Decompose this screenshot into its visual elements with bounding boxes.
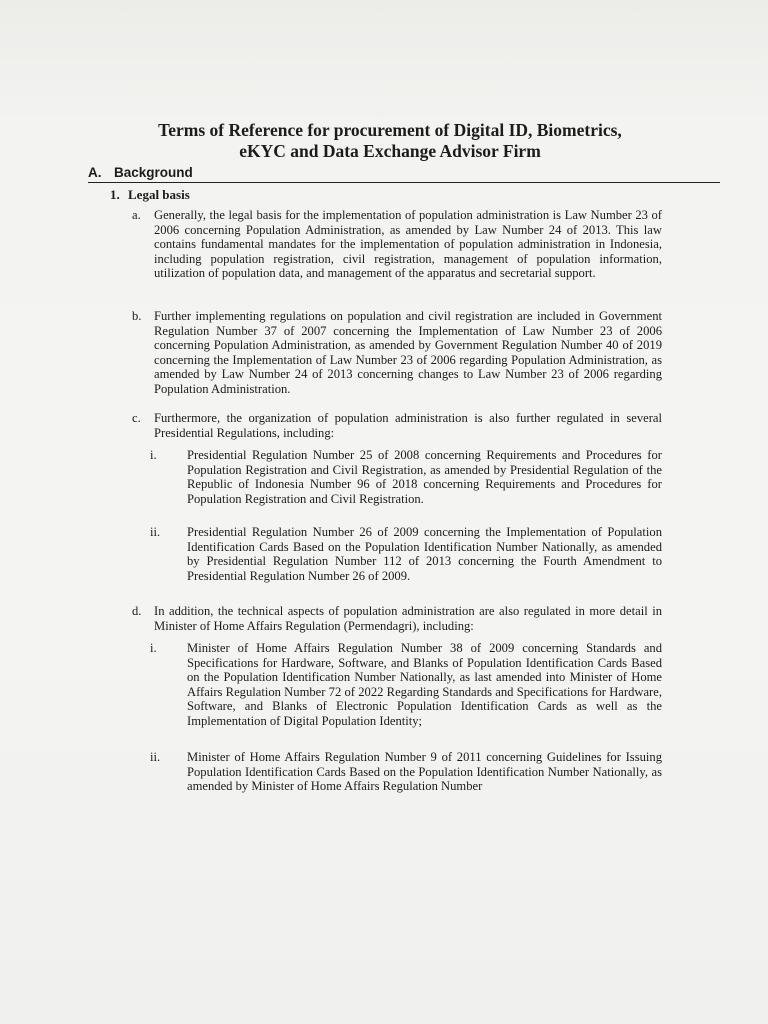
list-item-text: Presidential Regulation Number 26 of 2009 concerning the Implementation of Population Identification Cards Based on the Population Identification Number Nationally, as amended by Presidential Regulation Number 112 of 2013 concerning the Fourth Amendment to Presidential Regulation Number 26 of 2009.: [187, 525, 662, 583]
list-item-text: Minister of Home Affairs Regulation Number 38 of 2009 concerning Standards and Specifications for Hardware, Software, and Blanks of Population Identification Cards Based on the Population Identification Number Nationally, as last amended into Minister of Home Affairs Regulation Number 72 of 2022 Regarding Standards and Specifications for Hardware, Software, and Blanks of Electronic Population Identification Cards as well as the Implementation of Digital Population Identity;: [187, 641, 662, 728]
list-item-text: Presidential Regulation Number 25 of 2008 concerning Requirements and Procedures for Population Registration and Civil Registration, as amended by Presidential Regulation of the Republic of Indonesia Number 96 of 2018 concerning Requirements and Procedures for Population Registration and Civil Registration.: [187, 448, 662, 506]
list-item-text: Generally, the legal basis for the implementation of population administration is Law Number 23 of 2006 concerning Population Administration, as amended by Law Number 24 of 2013. This law contains fundamental mandates for the implementation of population administration in Indonesia, including population registration, civil registration, management of population information, utilization of population data, and management of the apparatus and secretarial support.: [154, 208, 662, 281]
list-item-d-ii: [150, 750, 662, 794]
list-item-text: Furthermore, the organization of population administration is also further regulated in several Presidential Regulations, including:: [154, 411, 662, 440]
title-line-2: eKYC and Data Exchange Advisor Firm: [239, 141, 541, 161]
section-letter: A.: [88, 165, 102, 180]
list-marker: i.: [150, 448, 157, 462]
list-item-c-i: [150, 448, 662, 506]
list-marker: ii.: [150, 750, 161, 764]
list-item-text: In addition, the technical aspects of population administration are also regulated in more detail in Minister of Home Affairs Regulation (Permendagri), including:: [154, 604, 662, 633]
section-label: Background: [114, 165, 193, 180]
list-marker: a.: [132, 208, 141, 222]
subsection-number: 1.: [110, 187, 120, 202]
list-marker: ii.: [150, 525, 161, 539]
list-item-d-i: [150, 641, 662, 729]
list-item-text: Minister of Home Affairs Regulation Number 9 of 2011 concerning Guidelines for Issuing Population Identification Cards Based on the Population Identification Number Nationally, as amended by Minister of Home Affairs Regulation Number: [187, 750, 662, 794]
list-marker: i.: [150, 641, 157, 655]
list-item-c: [132, 411, 662, 440]
subsection-label: Legal basis: [128, 187, 190, 202]
section-heading-background: [88, 165, 720, 183]
list-item-text: Further implementing regulations on population and civil registration are included in Government Regulation Number 37 of 2007 concerning the Implementation of Law Number 23 of 2006 concerning Population Administration, as amended by Government Regulation Number 40 of 2019 concerning the Implementation of Law Number 23 of 2006 regarding Population Administration, as amended by Law Number 24 of 2013 concerning changes to Law Number 23 of 2006 regarding Population Administration.: [154, 309, 662, 396]
list-item-b: [132, 309, 662, 397]
document-title: [60, 120, 720, 162]
list-item-d: [132, 604, 662, 633]
list-item-a: [132, 208, 662, 281]
title-line-1: Terms of Reference for procurement of Digital ID, Biometrics,: [158, 120, 622, 140]
list-item-c-ii: [150, 525, 662, 583]
list-marker: b.: [132, 309, 142, 323]
list-marker: c.: [132, 411, 141, 425]
list-marker: d.: [132, 604, 142, 618]
subsection-heading-legal-basis: [110, 187, 190, 203]
